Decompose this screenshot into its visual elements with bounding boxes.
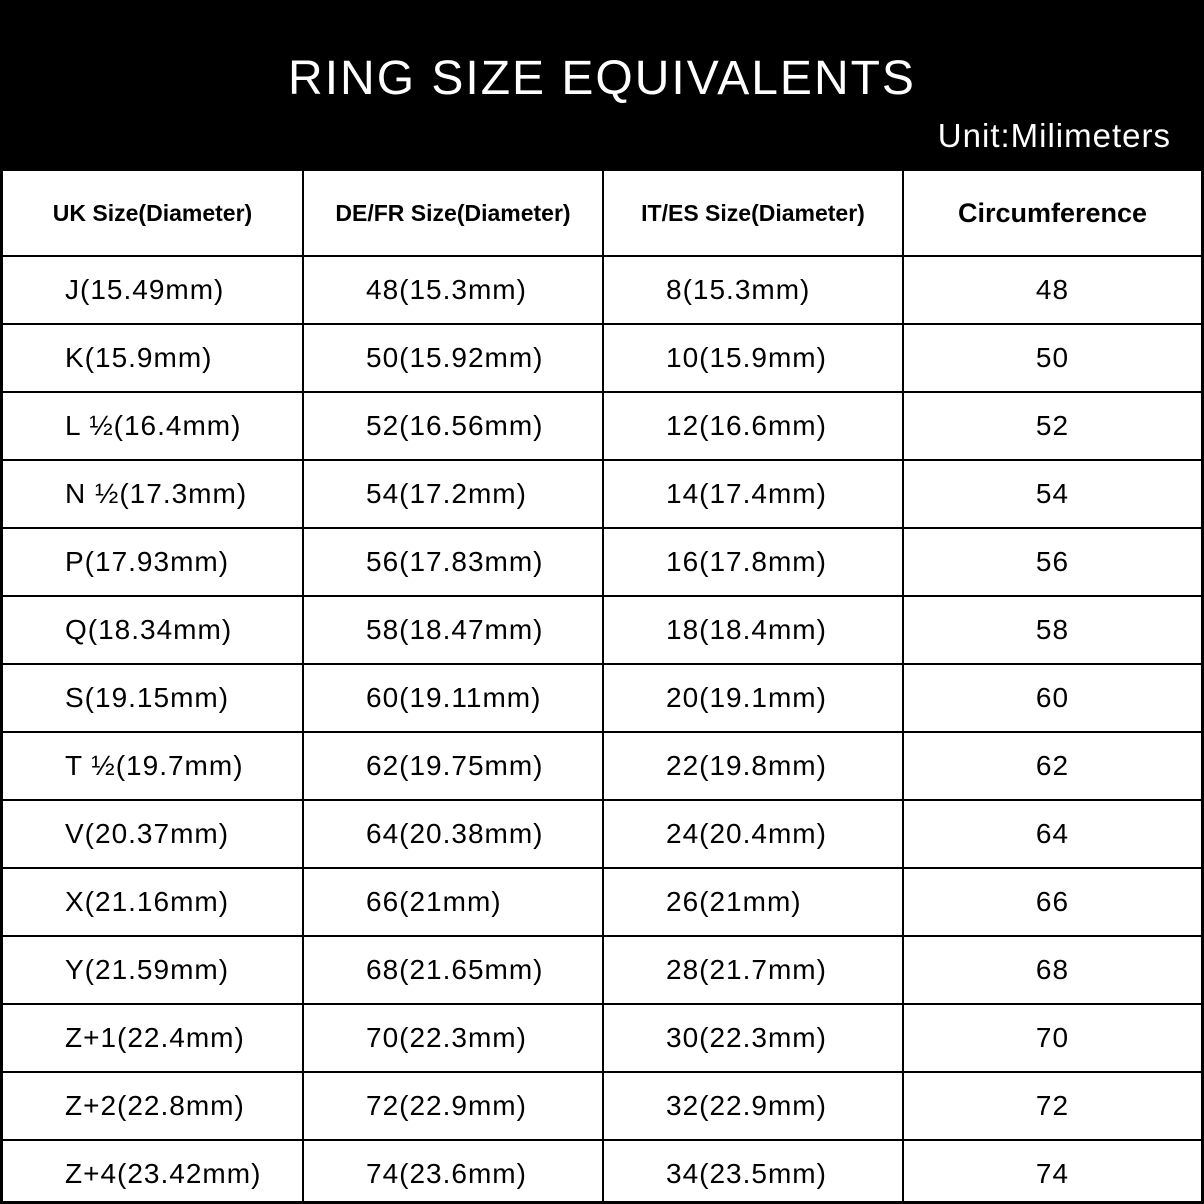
cell-de-fr-size: 58(18.47mm) bbox=[303, 596, 603, 664]
cell-de-fr-size: 56(17.83mm) bbox=[303, 528, 603, 596]
cell-circumference: 62 bbox=[903, 732, 1201, 800]
cell-uk-size: J(15.49mm) bbox=[3, 256, 303, 324]
cell-circumference: 50 bbox=[903, 324, 1201, 392]
cell-uk-size: Y(21.59mm) bbox=[3, 936, 303, 1004]
cell-it-es-size: 30(22.3mm) bbox=[603, 1004, 903, 1072]
table-row bbox=[3, 800, 1201, 868]
cell-it-es-size: 34(23.5mm) bbox=[603, 1140, 903, 1204]
cell-it-es-size: 20(19.1mm) bbox=[603, 664, 903, 732]
cell-de-fr-size: 48(15.3mm) bbox=[303, 256, 603, 324]
table-row bbox=[3, 868, 1201, 936]
cell-uk-size: Z+2(22.8mm) bbox=[3, 1072, 303, 1140]
cell-uk-size: P(17.93mm) bbox=[3, 528, 303, 596]
cell-de-fr-size: 70(22.3mm) bbox=[303, 1004, 603, 1072]
table-row bbox=[3, 936, 1201, 1004]
cell-it-es-size: 22(19.8mm) bbox=[603, 732, 903, 800]
cell-uk-size: X(21.16mm) bbox=[3, 868, 303, 936]
cell-it-es-size: 18(18.4mm) bbox=[603, 596, 903, 664]
cell-circumference: 72 bbox=[903, 1072, 1201, 1140]
cell-uk-size: T ½(19.7mm) bbox=[3, 732, 303, 800]
header-uk-size: UK Size(Diameter) bbox=[3, 171, 303, 256]
cell-de-fr-size: 68(21.65mm) bbox=[303, 936, 603, 1004]
cell-de-fr-size: 74(23.6mm) bbox=[303, 1140, 603, 1204]
cell-de-fr-size: 72(22.9mm) bbox=[303, 1072, 603, 1140]
cell-de-fr-size: 60(19.11mm) bbox=[303, 664, 603, 732]
cell-it-es-size: 14(17.4mm) bbox=[603, 460, 903, 528]
cell-circumference: 64 bbox=[903, 800, 1201, 868]
table-body bbox=[3, 256, 1201, 1204]
cell-it-es-size: 16(17.8mm) bbox=[603, 528, 903, 596]
cell-uk-size: K(15.9mm) bbox=[3, 324, 303, 392]
table-row bbox=[3, 392, 1201, 460]
cell-it-es-size: 28(21.7mm) bbox=[603, 936, 903, 1004]
table-row bbox=[3, 732, 1201, 800]
cell-uk-size: Q(18.34mm) bbox=[3, 596, 303, 664]
table-row bbox=[3, 1004, 1201, 1072]
table-row bbox=[3, 1072, 1201, 1140]
cell-circumference: 74 bbox=[903, 1140, 1201, 1204]
cell-circumference: 68 bbox=[903, 936, 1201, 1004]
cell-circumference: 52 bbox=[903, 392, 1201, 460]
cell-it-es-size: 26(21mm) bbox=[603, 868, 903, 936]
cell-de-fr-size: 54(17.2mm) bbox=[303, 460, 603, 528]
cell-uk-size: Z+4(23.42mm) bbox=[3, 1140, 303, 1204]
table-header-row bbox=[3, 171, 1201, 256]
cell-it-es-size: 32(22.9mm) bbox=[603, 1072, 903, 1140]
unit-label: Unit:Milimeters bbox=[937, 117, 1171, 154]
cell-it-es-size: 10(15.9mm) bbox=[603, 324, 903, 392]
cell-circumference: 54 bbox=[903, 460, 1201, 528]
table-row bbox=[3, 528, 1201, 596]
cell-de-fr-size: 52(16.56mm) bbox=[303, 392, 603, 460]
cell-uk-size: N ½(17.3mm) bbox=[3, 460, 303, 528]
header-circumference: Circumference bbox=[903, 171, 1201, 256]
cell-uk-size: S(19.15mm) bbox=[3, 664, 303, 732]
cell-de-fr-size: 66(21mm) bbox=[303, 868, 603, 936]
header-it-es-size: IT/ES Size(Diameter) bbox=[603, 171, 903, 256]
header-de-fr-size: DE/FR Size(Diameter) bbox=[303, 171, 603, 256]
size-table bbox=[3, 171, 1201, 1204]
table-row bbox=[3, 256, 1201, 324]
table-row bbox=[3, 596, 1201, 664]
cell-circumference: 56 bbox=[903, 528, 1201, 596]
cell-de-fr-size: 50(15.92mm) bbox=[303, 324, 603, 392]
cell-circumference: 48 bbox=[903, 256, 1201, 324]
cell-uk-size: V(20.37mm) bbox=[3, 800, 303, 868]
cell-it-es-size: 8(15.3mm) bbox=[603, 256, 903, 324]
table-row bbox=[3, 664, 1201, 732]
cell-circumference: 70 bbox=[903, 1004, 1201, 1072]
cell-de-fr-size: 62(19.75mm) bbox=[303, 732, 603, 800]
cell-circumference: 60 bbox=[903, 664, 1201, 732]
cell-circumference: 66 bbox=[903, 868, 1201, 936]
table-row bbox=[3, 1140, 1201, 1204]
title-banner bbox=[3, 3, 1201, 171]
cell-de-fr-size: 64(20.38mm) bbox=[303, 800, 603, 868]
table-row bbox=[3, 460, 1201, 528]
cell-it-es-size: 24(20.4mm) bbox=[603, 800, 903, 868]
cell-uk-size: Z+1(22.4mm) bbox=[3, 1004, 303, 1072]
cell-uk-size: L ½(16.4mm) bbox=[3, 392, 303, 460]
table-row bbox=[3, 324, 1201, 392]
chart-title: RING SIZE EQUIVALENTS bbox=[288, 52, 916, 105]
cell-circumference: 58 bbox=[903, 596, 1201, 664]
cell-it-es-size: 12(16.6mm) bbox=[603, 392, 903, 460]
